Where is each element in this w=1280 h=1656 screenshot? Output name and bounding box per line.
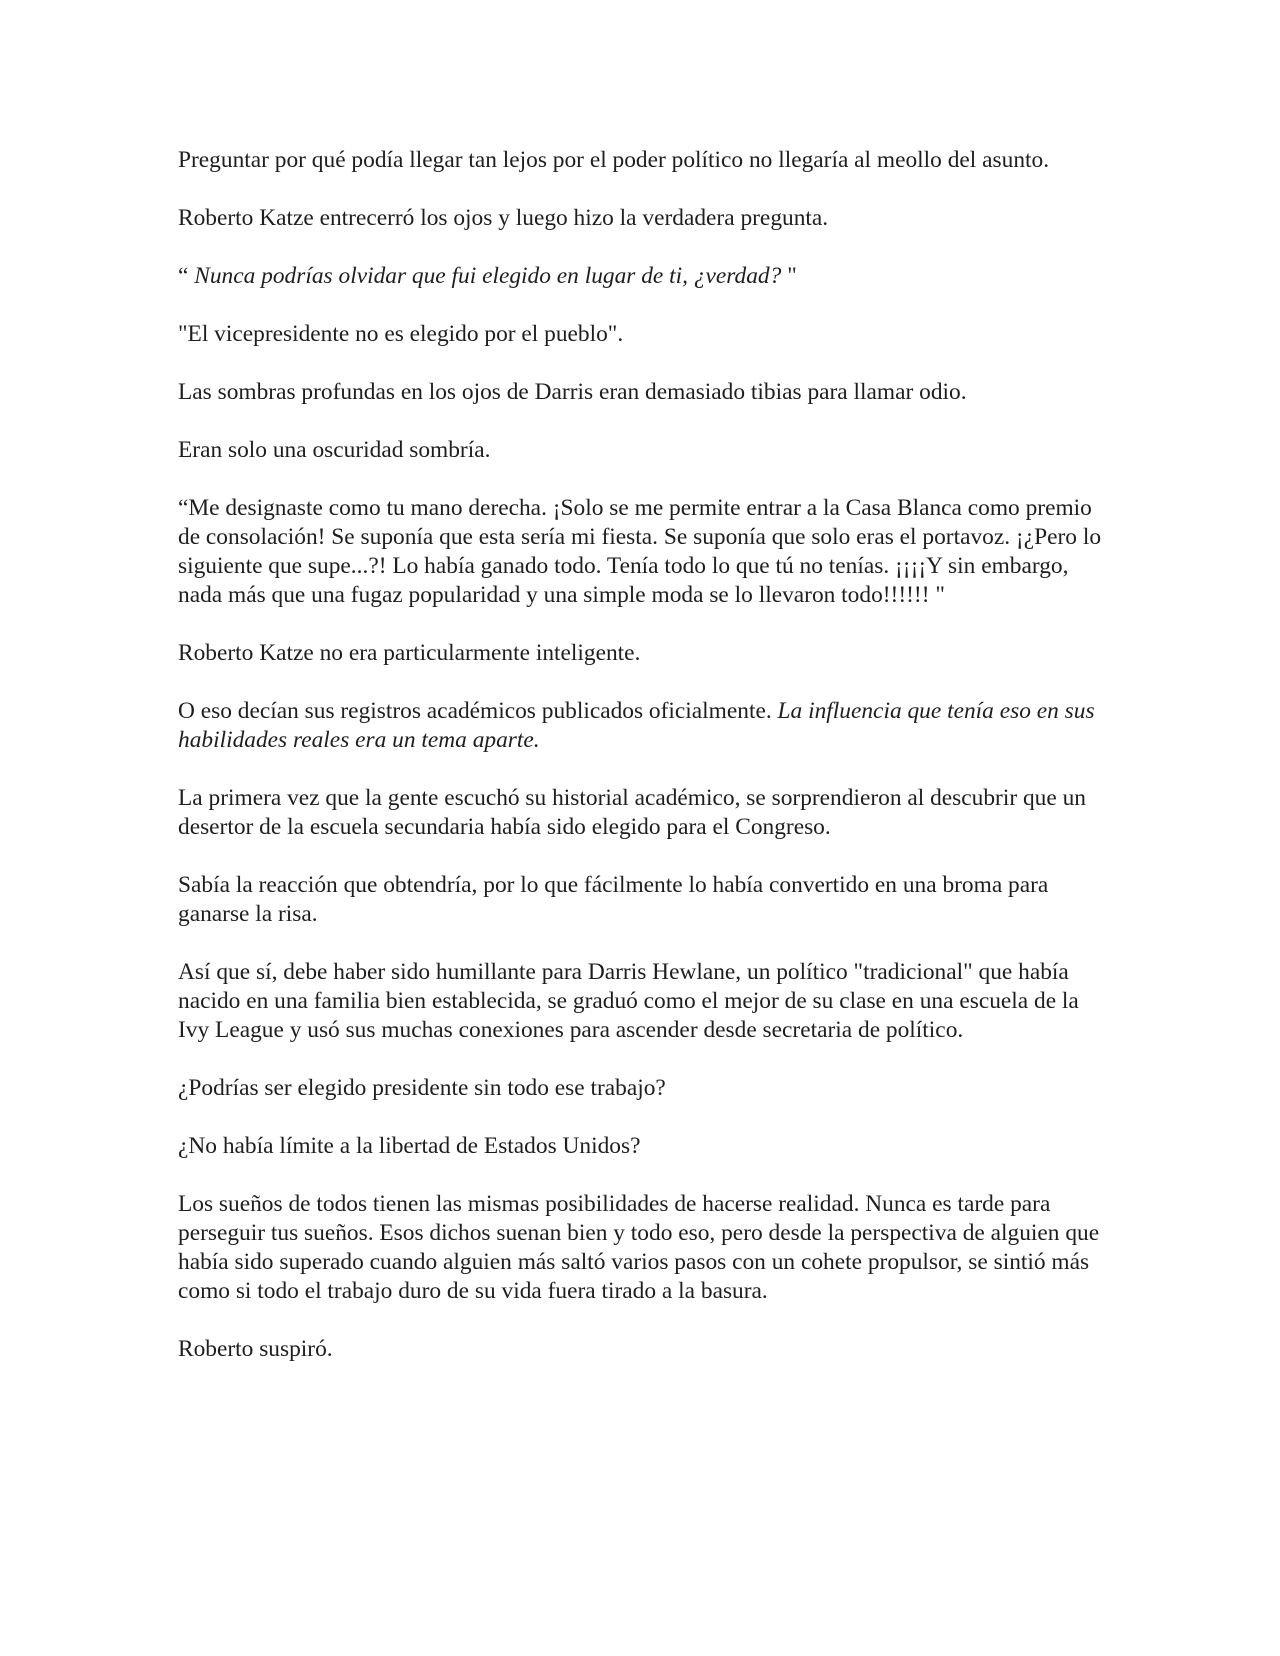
paragraph-mixed — [178, 697, 1108, 755]
paragraph: "El vicepresidente no es elegido por el pueblo". — [178, 321, 624, 347]
paragraph: ¿No había límite a la libertad de Estados Unidos? — [178, 1133, 641, 1159]
paragraph: Roberto suspiró. — [178, 1336, 333, 1362]
paragraph: La primera vez que la gente escuchó su historial académico, se sorprendieron al descubrir que un desertor de la escuela secundaria había sido elegido para el Congreso. — [178, 785, 1086, 840]
paragraph: Así que sí, debe haber sido humillante para Darris Hewlane, un político "tradicional" que había nacido en una familia bien establecida, se graduó como el mejor de su clase en una escuela de la Ivy League y usó sus muchas conexiones para ascender desde secretaria de político. — [178, 959, 1079, 1043]
paragraph: Eran solo una oscuridad sombría. — [178, 437, 491, 463]
paragraph: Los sueños de todos tienen las mismas posibilidades de hacerse realidad. Nunca es tarde para perseguir tus sueños. Esos dichos suenan bien y todo eso, pero desde la perspectiva de alguien que había sido superado cuando alguien más saltó varios pasos con un cohete propulsor, se sintió más como si todo el trabajo duro de su vida fuera tirado a la basura. — [178, 1191, 1100, 1304]
italic-quote-text: Nunca podrías olvidar que fui elegido en lugar de ti, ¿verdad? — [194, 263, 782, 289]
quote-close: " — [787, 263, 797, 289]
paragraph: Roberto Katze no era particularmente inteligente. — [178, 640, 641, 666]
paragraph-quote — [178, 262, 1108, 291]
paragraph: ¿Podrías ser elegido presidente sin todo ese trabajo? — [178, 1075, 666, 1101]
paragraph: Roberto Katze entrecerró los ojos y luego hizo la verdadera pregunta. — [178, 205, 829, 231]
paragraph: Las sombras profundas en los ojos de Darris eran demasiado tibias para llamar odio. — [178, 379, 967, 405]
paragraph: Preguntar por qué podía llegar tan lejos por el poder político no llegaría al meollo del asunto. — [178, 147, 1050, 173]
document-body — [178, 146, 1108, 1393]
paragraph-text: O eso decían sus registros académicos publicados oficialmente. — [178, 698, 772, 724]
paragraph: Sabía la reacción que obtendría, por lo que fácilmente lo había convertido en una broma para ganarse la risa. — [178, 872, 1049, 927]
italic-text: La influencia que tenía eso en sus habilidades reales era un tema aparte. — [178, 698, 1095, 753]
quote-open: “ — [178, 263, 189, 289]
paragraph: “Me designaste como tu mano derecha. ¡Solo se me permite entrar a la Casa Blanca como premio de consolación! Se suponía que esta sería mi fiesta. Se suponía que solo eras el portavoz. ¡¿Pero lo siguiente que supe...?! Lo había ganado todo. Tenía todo lo que tú no tenías. ¡¡¡¡Y sin embargo, nada más que una fugaz popularidad y una simple moda se lo llevaron todo!!!!!! " — [178, 495, 1102, 608]
